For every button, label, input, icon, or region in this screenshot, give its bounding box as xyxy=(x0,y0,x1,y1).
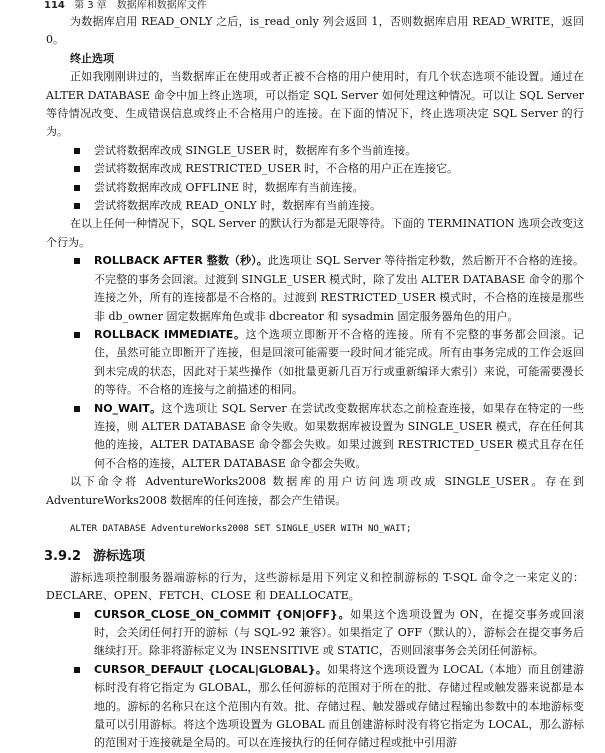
paragraph-example: 以下命令将 AdventureWorks2008 数据库的用户访问选项改成 SINGLE_USER。存在到 AdventureWorks2008 数据库的任何连接，都会产生错误。 xyxy=(46,475,584,507)
option-name: CURSOR_CLOSE_ON_COMMIT {ON|OFF}。 xyxy=(94,607,351,621)
option-description: 这个选项让 SQL Server 在尝试改变数据库状态之前检查连接，如果存在特定的一些连接，则 ALTER DATABASE 命令失败。如果数据库被设置为 SINGLE_USER 模式，存在任何其他的连接，ALTER DATABASE 命令都会失败。如果过渡到 RESTRICTED_USER 模式且存在任何不合格的连接，ALTER DATABASE 命令都会失败。 xyxy=(94,401,584,470)
paragraph-termination-intro: 正如我刚刚讲过的，当数据库正在使用或者正被不合格的用户使用时，有几个状态选项不能设置。通过在 ALTER DATABASE 命令中加上终止选项，可以指定 SQL Server 如何处理这种情况。可以让 SQL Server 等待情况改变、生成错误信息或终止不合格用户的连接。在下面的情况下，终止选项决定 SQL Server 的行为。 xyxy=(46,70,584,139)
list-item xyxy=(94,661,584,753)
option-name: CURSOR_DEFAULT {LOCAL|GLOBAL}。 xyxy=(94,662,328,676)
paragraph-termination-default: 在以上任何一种情况下，SQL Server 的默认行为都是无限等待。下面的 TERMINATION 选项会改变这个行为。 xyxy=(46,217,584,249)
section-heading xyxy=(44,548,584,566)
bullet-list-cursor-options xyxy=(46,606,584,753)
list-item: 尝试将数据库改成 READ_ONLY 时，数据库有当前连接。 xyxy=(94,197,584,215)
list-item xyxy=(94,400,584,474)
option-description: 如果将这个选项设置为 LOCAL（本地）而且创建游标时没有将它指定为 GLOBAL，那么任何游标的范围对于所在的批、存储过程或触发器来说都是本地的。游标的名称只在这个范围内有效。批、存储过程、触发器或存储过程输出参数中的本地游标变量可以引用游标。将这个选项设置为 GLOBAL 而且创建游标时没有将它指定为 LOCAL，那么游标的范围对于连接就是全局的。可以在连接执行的任何存储过程或批中引用游 xyxy=(94,662,584,750)
list-item xyxy=(94,606,584,661)
option-description: 这个选项立即断开不合格的连接。所有不完整的事务都会回滚。记住，虽然可能立即断开了连接，但是回滚可能需要一段时间才能完成。所有由事务完成的工作会返回到未完成的状态，因此对于某些操作（如批量更新几百万行或重新编译大索引）来说，可能需要漫长的等待。不合格的连接与之前描述的相同。 xyxy=(94,327,584,397)
paragraph-readonly: 为数据库启用 READ_ONLY 之后，is_read_only 列会返回 1，否则数据库启用 READ_WRITE，返回 0。 xyxy=(46,15,584,47)
list-item xyxy=(94,252,584,326)
bullet-list-termination-options xyxy=(46,252,584,473)
subheading-termination: 终止选项 xyxy=(70,51,114,65)
list-item: 尝试将数据库改成 OFFLINE 时，数据库有当前连接。 xyxy=(94,179,584,197)
code-sample: ALTER DATABASE AdventureWorks2008 SET SINGLE_USER WITH NO_WAIT; xyxy=(70,523,412,534)
list-item: 尝试将数据库改成 RESTRICTED_USER 时，不合格的用户正在连接它。 xyxy=(94,160,584,178)
option-name: NO_WAIT。 xyxy=(94,401,162,415)
chapter-title: 第 3 章 数据库和数据库文件 xyxy=(74,0,207,11)
option-description: 如果这个选项设置为 ON，在提交事务或回滚时，会关闭任何打开的游标（与 SQL-92 兼容）。如果指定了 OFF（默认的），游标会在提交事务后继续打开。除非将游标定义为 INSENSITIVE 或 STATIC，否则回滚事务会关闭任何游标。 xyxy=(94,607,584,658)
list-item: 尝试将数据库改成 SINGLE_USER 时，数据库有多个当前连接。 xyxy=(94,142,584,160)
list-item xyxy=(94,326,584,400)
bullet-list-conditions xyxy=(46,142,584,216)
option-description: 此选项让 SQL Server 等待指定秒数，然后断开不合格的连接。不完整的事务会回滚。过渡到 SINGLE_USER 模式时，除了发出 ALTER DATABASE 命令的那个连接之外，所有的连接都是不合格的。过渡到 RESTRICTED_USER 模式时，不合格的连接是那些非 db_owner 固定数据库角色或非 dbcreator 和 sysadmin 固定服务器角色的用户。 xyxy=(94,254,584,323)
page-body xyxy=(46,13,584,753)
paragraph-cursor-intro: 游标选项控制服务器端游标的行为，这些游标是用下列定义和控制游标的 T-SQL 命令之一来定义的：DECLARE、OPEN、FETCH、CLOSE 和 DEALLOCATE。 xyxy=(46,570,584,603)
option-name: ROLLBACK IMMEDIATE。 xyxy=(94,327,246,341)
section-title: 游标选项 xyxy=(93,549,146,565)
running-header xyxy=(44,0,207,11)
option-name: ROLLBACK AFTER 整数（秒）。 xyxy=(94,254,268,268)
page-number: 114 xyxy=(44,0,65,11)
section-number: 3.9.2 xyxy=(44,549,82,565)
